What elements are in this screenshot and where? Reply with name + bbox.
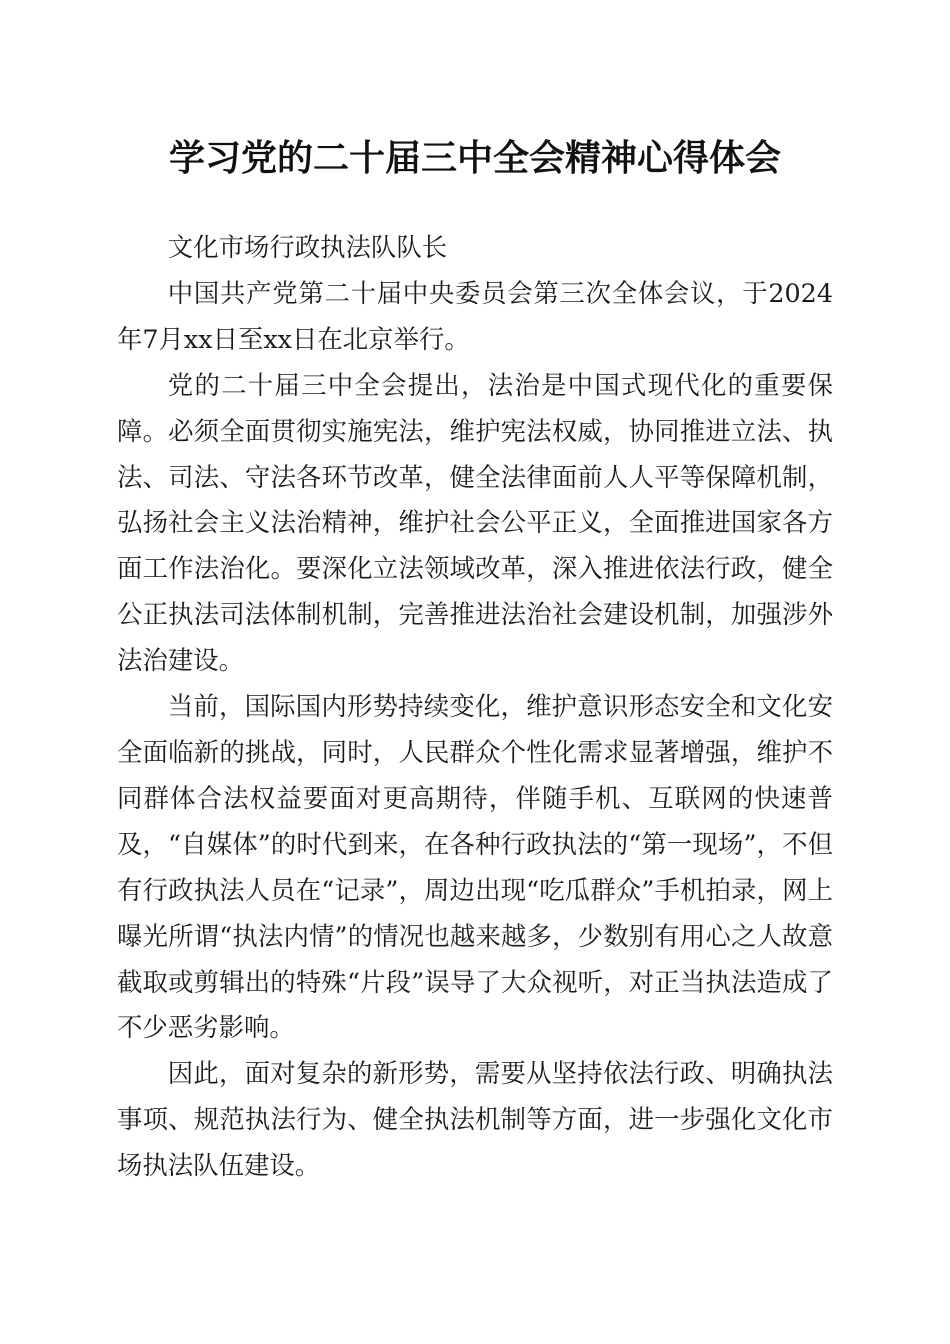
document-body (117, 225, 833, 1189)
paragraph: 因此，面对复杂的新形势，需要从坚持依法行政、明确执法事项、规范执法行为、健全执法机制等方面，进一步强化文化市场执法队伍建设。 (117, 1058, 833, 1181)
paragraph: 当前，国际国内形势持续变化，维护意识形态安全和文化安全面临新的挑战，同时，人民群众个性化需求显著增强，维护不同群体合法权益要面对更高期待，伴随手机、互联网的快速普及，“自媒体”的时代到来，在各种行政执法的“第一现场”，不但有行政执法人员在“记录”，周边出现“吃瓜群众”手机拍录，网上曝光所谓“执法内情”的情况也越来越多，少数别有用心之人故意截取或剪辑出的特殊“片段”误导了大众视听，对正当执法造成了不少恶劣影响。 (117, 691, 834, 1043)
document-title: 学习党的二十届三中全会精神心得体会 (168, 137, 781, 179)
paragraph: 中国共产党第二十届中央委员会第三次全体会议，于2024年7月xx日至xx日在北京举行。 (117, 277, 833, 354)
author-line: 文化市场行政执法队队长 (167, 232, 448, 262)
paragraph: 党的二十届三中全会提出，法治是中国式现代化的重要保障。必须全面贯彻实施宪法，维护宪法权威，协同推进立法、执法、司法、守法各环节改革，健全法律面前人人平等保障机制，弘扬社会主义法治精神，维护社会公平正义，全面推进国家各方面工作法治化。要深化立法领域改革，深入推进依法行政，健全公正执法司法体制机制，完善推进法治社会建设机制，加强涉外法治建设。 (117, 369, 833, 676)
